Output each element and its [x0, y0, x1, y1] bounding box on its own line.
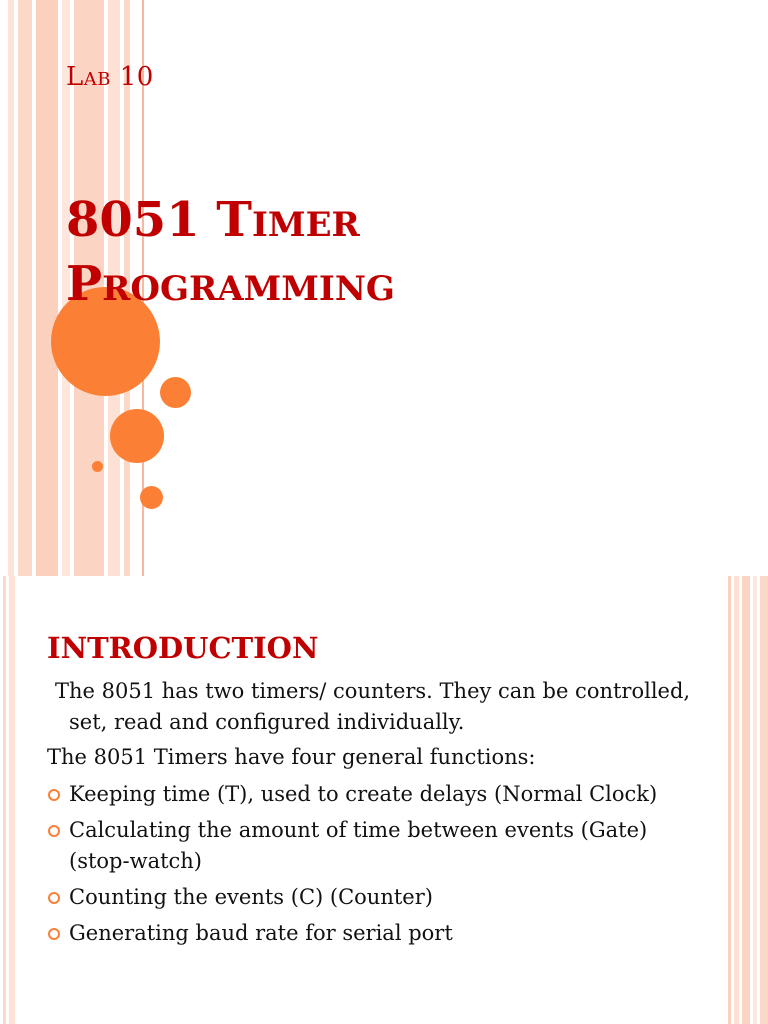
title-line-1: 8051 Timer — [66, 192, 360, 248]
list-item-text: Calculating the amount of time between events (Gate) (stop-watch) — [69, 818, 648, 873]
introduction-slide — [0, 576, 768, 1024]
section-heading: INTRODUCTION — [47, 631, 319, 665]
bullet-circle-icon — [48, 892, 60, 904]
decorative-circle-tiny — [92, 461, 103, 472]
list-item-text: Counting the events (C) (Counter) — [69, 885, 433, 909]
bullet-circle-icon — [48, 789, 60, 801]
intro-paragraph: The 8051 has two timers/ counters. They can be controlled, set, read and configured individually. — [55, 679, 691, 734]
left-decorative-stripes — [0, 576, 18, 1024]
bullet-circle-icon — [48, 928, 60, 940]
functions-intro: The 8051 Timers have four general functions: — [47, 745, 536, 769]
list-item — [47, 779, 697, 810]
decorative-circle-medium — [110, 409, 164, 463]
slide-title — [66, 188, 746, 316]
list-item — [47, 918, 697, 949]
decorative-circle-small-2 — [140, 486, 163, 509]
slide-body — [47, 676, 697, 954]
list-item-text: Generating baud rate for serial port — [69, 921, 453, 945]
list-item — [47, 882, 697, 913]
title-line-2: Programming — [66, 256, 395, 312]
list-item-text: Keeping time (T), used to create delays (Normal Clock) — [69, 782, 658, 806]
bullet-circle-icon — [48, 825, 60, 837]
list-item — [47, 815, 697, 877]
decorative-circle-small — [160, 377, 191, 408]
lab-label: Lab 10 — [66, 62, 154, 92]
right-decorative-stripes — [728, 576, 768, 1024]
